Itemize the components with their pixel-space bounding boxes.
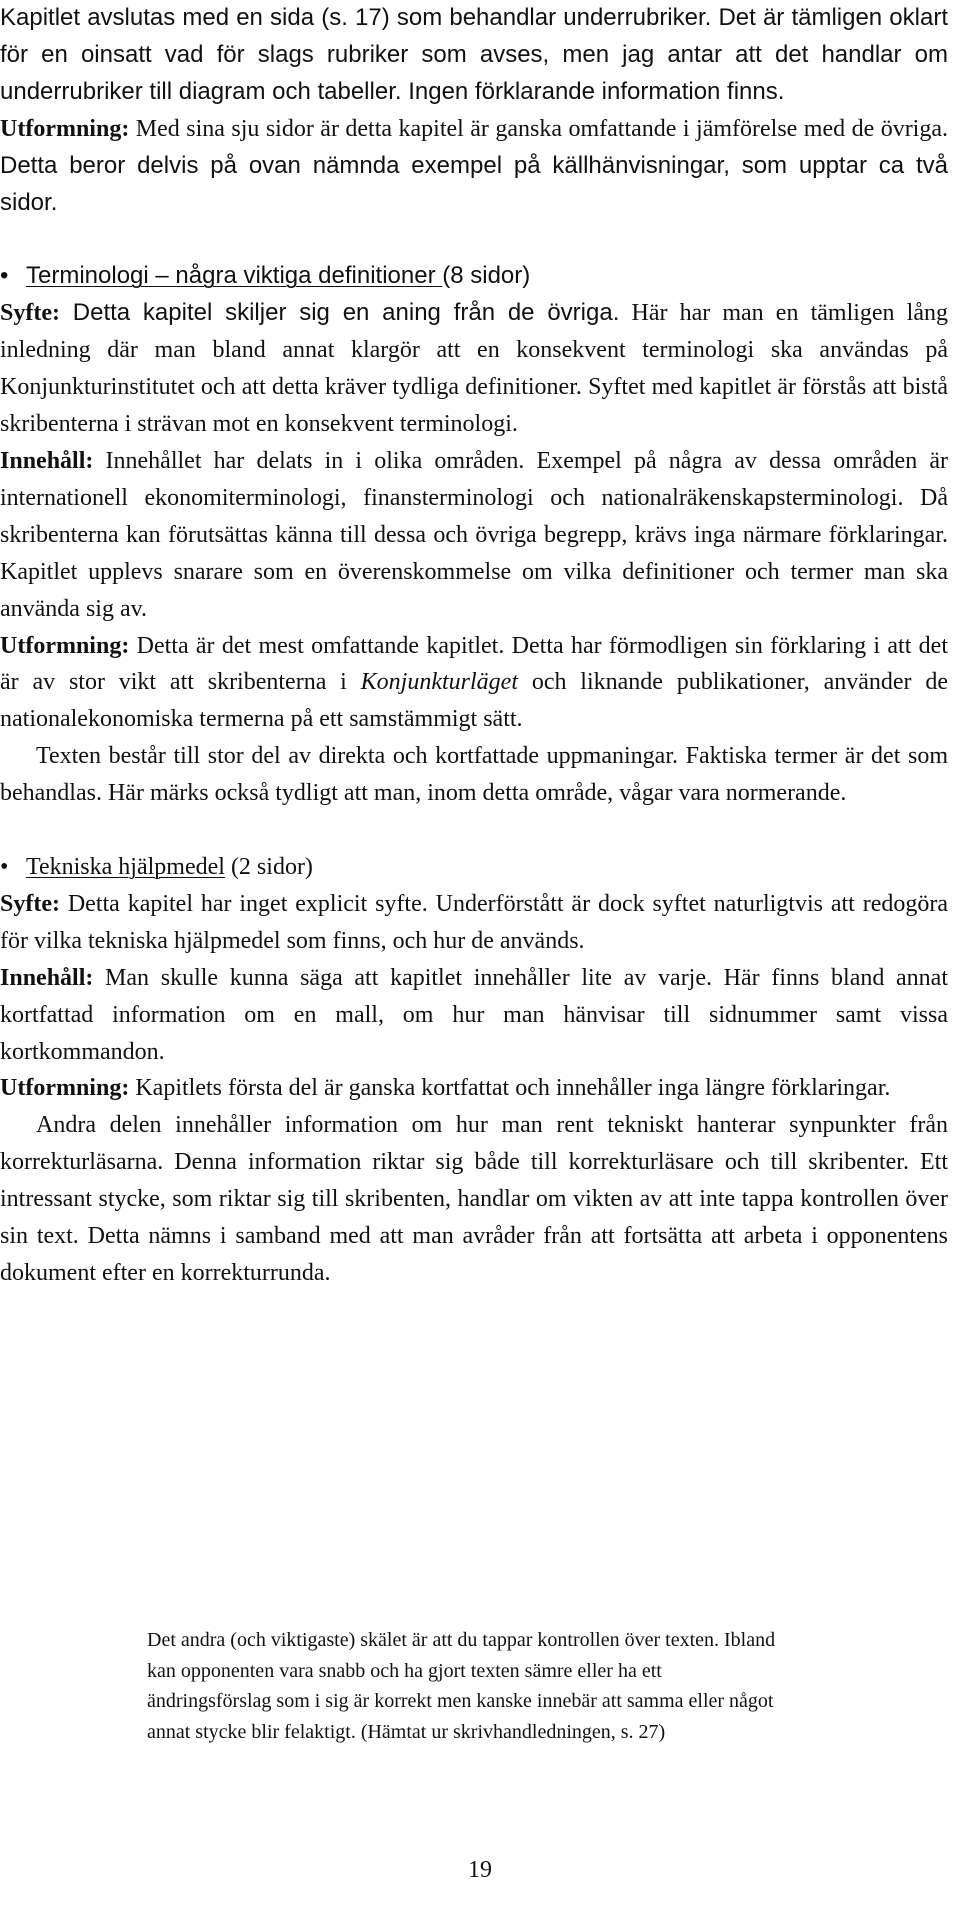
bullet-icon: •	[0, 262, 9, 290]
konjunkturlaget-title: Konjunkturläget	[360, 669, 518, 696]
intro-paragraph	[0, 0, 948, 111]
tekniska-syfte	[0, 886, 948, 960]
terminologi-pages: (8 sidor)	[442, 262, 531, 290]
terminologi-utformning-text2: Detta har förmodligen sin förklaring i att det är av stor vikt att skribenterna i	[0, 632, 948, 696]
utformning-text-sans: Detta beror delvis på ovan nämnda exempel på källhänvisningar, som upptar ca två sidor.	[0, 151, 948, 216]
terminologi-innehall	[0, 443, 948, 628]
terminologi-utformning-text: Detta är det mest omfattande kapitlet.	[129, 632, 505, 659]
bullet-icon: •	[0, 854, 9, 881]
terminologi-innehall-label: Innehåll:	[0, 447, 94, 474]
page-number: 19	[468, 1857, 492, 1883]
block-quote	[147, 1625, 787, 1748]
tekniska-utformning	[0, 1070, 948, 1107]
terminologi-utformning	[0, 628, 948, 739]
tekniska-paragraph-text: Andra delen innehåller information om hur man rent tekniskt hanterar synpunkter från korrekturläsarna. Denna information riktar sig både till korrekturläsare och till skribenter. Ett intressant stycke, som riktar sig till skribenten, handlar om vikten av att inte tappa kontrollen över sin text. Detta nämns i samband med att man avråder från att fortsätta att arbeta i opponentens dokument efter en korrekturrunda.	[0, 1112, 948, 1286]
tekniska-syfte-text: Detta kapitel har inget explicit syfte. Underförstått är dock syftet naturligtvis att redogöra för vilka tekniska hjälpmedel som finns, och hur de används.	[0, 890, 948, 954]
terminologi-heading	[0, 258, 948, 295]
tekniska-innehall	[0, 960, 948, 1071]
tekniska-pages: (2 sidor)	[224, 854, 313, 881]
intro-paragraph-text: Kapitlet avslutas med en sida (s. 17) som behandlar underrubriker. Det är tämligen oklart för en oinsatt vad för slags rubriker som avses, men jag antar att det handlar om underrubriker till diagram och tabeller. Ingen förklarande information finns.	[0, 4, 948, 105]
utformning-paragraph	[0, 111, 948, 222]
block-quote-text: Det andra (och viktigaste) skälet är att du tappar kontrollen över texten. Ibland kan opponenten vara snabb och ha gjort texten sämre eller ha ett ändringsförslag som i sig är korrekt men kanske innebär att samma eller något annat stycke blir felaktigt. (Hämtat ur skrivhandledningen, s. 27)	[147, 1629, 776, 1744]
section-gap	[0, 221, 948, 258]
terminologi-paragraph	[0, 738, 948, 812]
terminologi-innehall-text: Innehållet har delats in i olika områden.	[93, 447, 525, 474]
tekniska-innehall-label: Innehåll:	[0, 964, 94, 991]
terminologi-utformning-label: Utformning:	[0, 632, 130, 659]
terminologi-syfte-text: Här har man en tämligen lång inledning där man bland annat klargör att en konsekvent terminologi ska användas på Konjunkturinstitutet och att detta kräver tydliga definitioner. Syftet med kapitlet är förstås att bistå skribenterna i strävan mot en konsekvent terminologi.	[0, 300, 949, 438]
tekniska-title: Tekniska hjälpmedel	[26, 854, 225, 881]
terminologi-title: Terminologi – några viktiga definitioner	[26, 262, 443, 290]
terminologi-innehall-text2: Exempel på några av dessa områden är internationell ekonomiterminologi, finansterminologi och nationalräkenskapsterminologi. Då skribenterna kan förutsättas känna till dessa och övriga begrepp, krävs inga närmare förklaringar. Kapitlet upplevs snarare som en överenskommelse om vilka definitioner och termer man ska använda sig av.	[0, 447, 948, 622]
terminologi-syfte-text-sans: Detta kapitel skiljer sig en aning från de övriga.	[59, 299, 620, 327]
tekniska-paragraph	[0, 1107, 948, 1292]
tekniska-utformning-text: Kapitlets första del är ganska kortfattat och innehåller inga längre förklaringar.	[129, 1075, 891, 1102]
tekniska-utformning-label: Utformning:	[0, 1075, 130, 1102]
terminologi-syfte	[0, 295, 948, 443]
utformning-label: Utformning:	[0, 115, 130, 142]
tekniska-innehall-text: Man skulle kunna säga att kapitlet innehåller lite av varje. Här finns bland annat kortfattad information om en mall, om hur man hänvisar till sidnummer samt vissa kortkommandon.	[0, 964, 948, 1065]
terminologi-paragraph-text: Texten består till stor del av direkta och kortfattade uppmaningar. Faktiska termer är det som behandlas. Här märks också tydligt att man, inom detta område, vågar vara normerande.	[0, 743, 948, 807]
tekniska-heading	[0, 849, 948, 886]
utformning-text: Med sina sju sidor är detta kapitel är ganska omfattande i jämförelse med de övriga.	[129, 115, 948, 142]
terminologi-syfte-label: Syfte:	[0, 300, 60, 327]
terminologi-utformning-text3: och liknande publikationer, använder de nationalekonomiska termerna på ett samstämmigt sätt.	[0, 669, 949, 733]
tekniska-syfte-label: Syfte:	[0, 890, 60, 917]
section-gap	[0, 812, 948, 849]
